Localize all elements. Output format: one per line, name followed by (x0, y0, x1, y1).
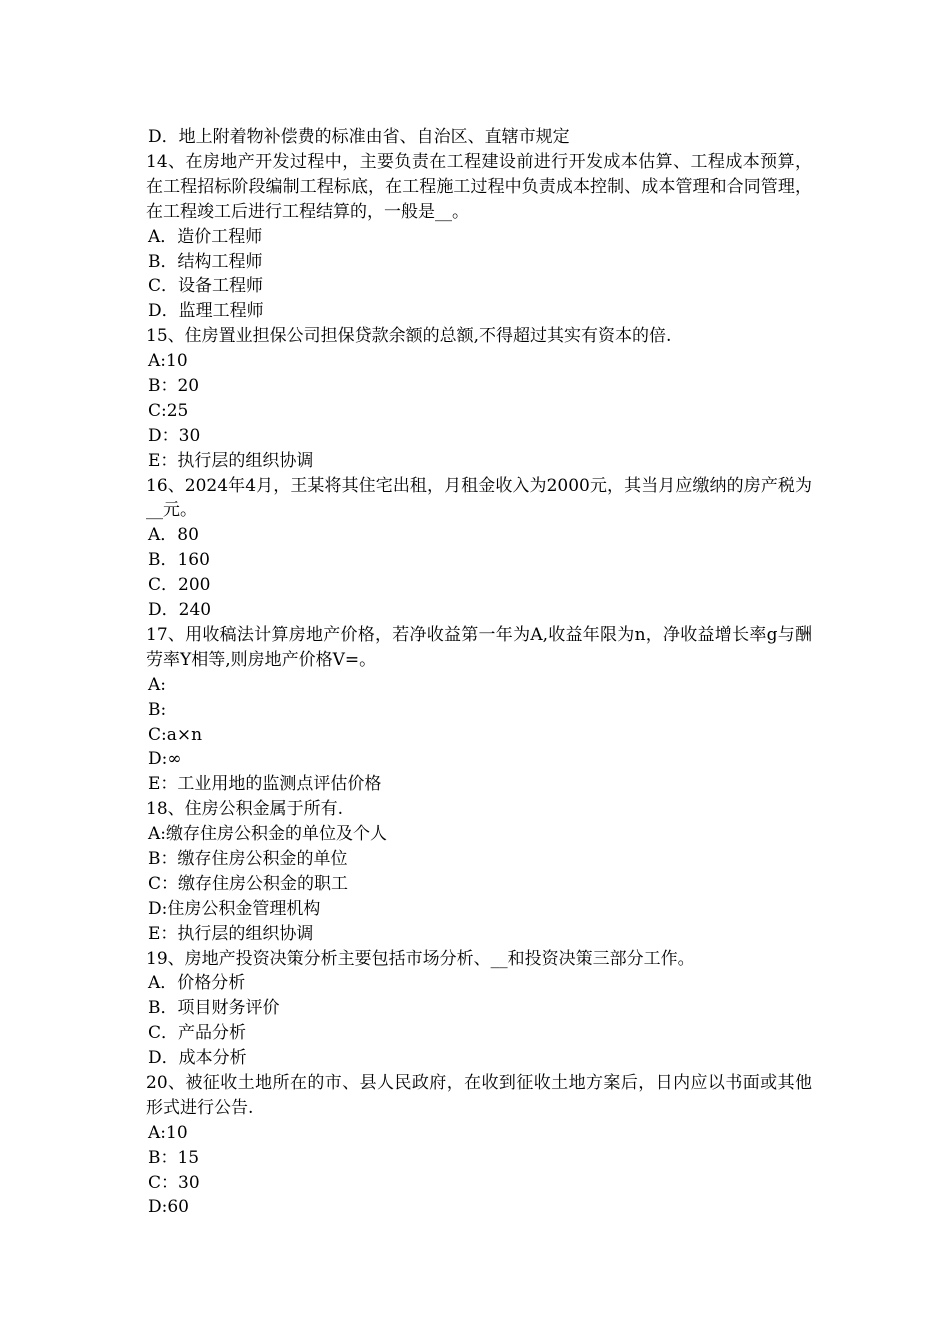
option: C．产品分析 (148, 1023, 247, 1044)
option: C：30 (148, 1172, 200, 1193)
option: A．价格分析 (148, 973, 246, 994)
option: C：缴存住房公积金的职工 (148, 873, 349, 894)
option: A．80 (148, 525, 199, 546)
option: D:∞ (148, 749, 182, 770)
option: B：15 (148, 1147, 200, 1168)
option: A:10 (148, 1122, 188, 1143)
option: C．200 (148, 575, 211, 596)
option: D．成本分析 (148, 1048, 247, 1069)
question-16: 16、2024年4月，王某将其住宅出租，月租金收入为2000元，其当月应缴纳的房产税为__元。 (146, 475, 812, 521)
option: E：执行层的组织协调 (148, 450, 314, 471)
document-page (146, 125, 812, 1220)
option-d-q13: D．地上附着物补偿费的标准由省、自治区、直辖市规定 (148, 127, 570, 147)
option: B：缴存住房公积金的单位 (148, 848, 348, 869)
option: C．设备工程师 (148, 276, 264, 297)
question-18: 18、住房公积金属于所有. (146, 799, 344, 820)
option: C:25 (148, 400, 189, 421)
question-19: 19、房地产投资决策分析主要包括市场分析、__和投资决策三部分工作。 (146, 948, 695, 969)
option: A．造价工程师 (148, 226, 263, 247)
option: E：执行层的组织协调 (148, 923, 314, 944)
option: D．240 (148, 600, 212, 621)
option: B．结构工程师 (148, 251, 263, 272)
option: A:缴存住房公积金的单位及个人 (148, 824, 388, 845)
question-14: 14、在房地产开发过程中，主要负责在工程建设前进行开发成本估算、工程成本预算，在工程招标阶段编制工程标底，在工程施工过程中负责成本控制、成本管理和合同管理，在工程竣工后进行工程结算的，一般是__。 (146, 151, 812, 222)
option: B: (148, 699, 167, 720)
question-17: 17、用收稿法计算房地产价格，若净收益第一年为A,收益年限为n，净收益增长率g与酬劳率Y相等,则房地产价格V=。 (146, 624, 812, 670)
option: D:住房公积金管理机构 (148, 898, 321, 919)
option: D．监理工程师 (148, 301, 264, 322)
option: A: (148, 674, 167, 695)
option: B．项目财务评价 (148, 998, 280, 1019)
question-15: 15、住房置业担保公司担保贷款余额的总额,不得超过其实有资本的倍. (146, 326, 672, 347)
option: C:a×n (148, 724, 203, 745)
option: E：工业用地的监测点评估价格 (148, 774, 382, 795)
option: A:10 (148, 351, 188, 372)
option: B．160 (148, 550, 210, 571)
option: D：30 (148, 425, 201, 446)
question-20: 20、被征收土地所在的市、县人民政府，在收到征收土地方案后，日内应以书面或其他形式进行公告. (146, 1073, 812, 1118)
option: B：20 (148, 375, 200, 396)
option: D:60 (148, 1197, 189, 1218)
